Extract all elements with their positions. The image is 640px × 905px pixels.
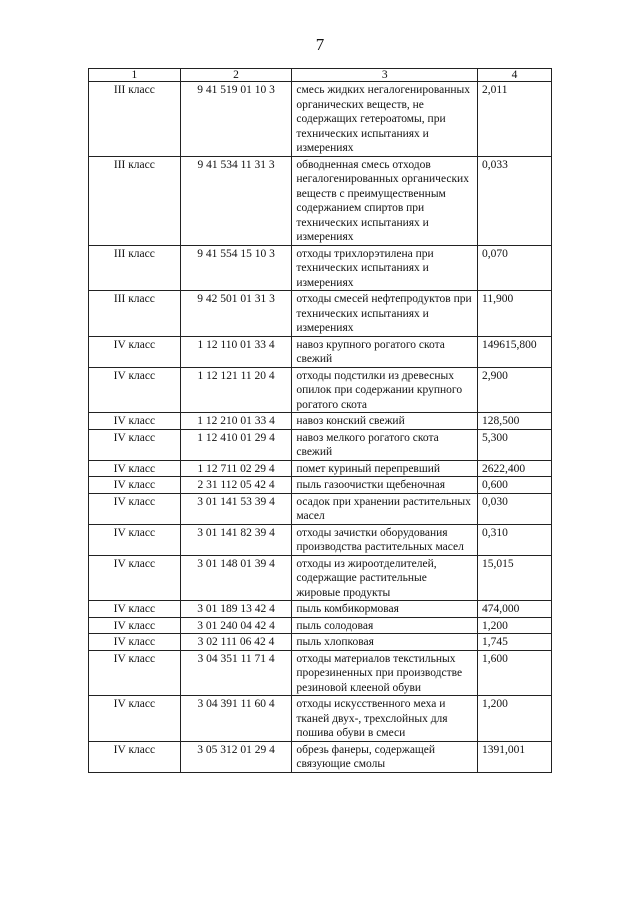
hazard-class-cell: IV класс — [89, 634, 181, 651]
amount-cell: 0,600 — [478, 477, 552, 494]
waste-code-cell: 1 12 121 11 20 4 — [180, 367, 292, 413]
waste-code-cell: 9 41 554 15 10 3 — [180, 245, 292, 291]
table-row — [89, 291, 552, 337]
amount-cell: 11,900 — [478, 291, 552, 337]
column-header-2: 2 — [180, 69, 292, 82]
waste-code-cell: 2 31 112 05 42 4 — [180, 477, 292, 494]
amount-cell: 0,033 — [478, 156, 552, 245]
waste-table — [88, 68, 552, 773]
column-header-3: 3 — [292, 69, 478, 82]
waste-code-cell: 3 02 111 06 42 4 — [180, 634, 292, 651]
hazard-class-cell: III класс — [89, 82, 181, 157]
waste-code-cell: 1 12 110 01 33 4 — [180, 336, 292, 367]
waste-code-cell: 9 41 519 01 10 3 — [180, 82, 292, 157]
waste-name-cell: отходы искусственного меха и тканей двух-, трехслойных для пошива обуви в смеси — [292, 696, 478, 742]
amount-cell: 0,310 — [478, 524, 552, 555]
waste-name-cell: помет куриный перепревший — [292, 460, 478, 477]
waste-code-cell: 1 12 210 01 33 4 — [180, 413, 292, 430]
hazard-class-cell: IV класс — [89, 460, 181, 477]
amount-cell: 474,000 — [478, 601, 552, 618]
hazard-class-cell: IV класс — [89, 429, 181, 460]
hazard-class-cell: IV класс — [89, 336, 181, 367]
table-row — [89, 524, 552, 555]
waste-name-cell: отходы подстилки из древесных опилок при содержании крупного рогатого скота — [292, 367, 478, 413]
hazard-class-cell: IV класс — [89, 477, 181, 494]
waste-code-cell: 3 01 141 53 39 4 — [180, 493, 292, 524]
waste-name-cell: отходы материалов текстильных прорезиненных при производстве резиновой клееной обуви — [292, 650, 478, 696]
amount-cell: 149615,800 — [478, 336, 552, 367]
waste-name-cell: осадок при хранении растительных масел — [292, 493, 478, 524]
hazard-class-cell: IV класс — [89, 413, 181, 430]
table-row — [89, 367, 552, 413]
amount-cell: 2,011 — [478, 82, 552, 157]
waste-code-cell: 9 42 501 01 31 3 — [180, 291, 292, 337]
amount-cell: 5,300 — [478, 429, 552, 460]
table-row — [89, 245, 552, 291]
amount-cell: 128,500 — [478, 413, 552, 430]
waste-name-cell: пыль газоочистки щебеночная — [292, 477, 478, 494]
waste-name-cell: обводненная смесь отходов негалогенированных органических веществ с преимущественным содержанием спиртов при технических испытаниях и измерениях — [292, 156, 478, 245]
table-row — [89, 429, 552, 460]
amount-cell: 2622,400 — [478, 460, 552, 477]
amount-cell: 1,745 — [478, 634, 552, 651]
waste-code-cell: 3 04 391 11 60 4 — [180, 696, 292, 742]
waste-name-cell: отходы зачистки оборудования производства растительных масел — [292, 524, 478, 555]
waste-name-cell: навоз крупного рогатого скота свежий — [292, 336, 478, 367]
hazard-class-cell: IV класс — [89, 555, 181, 601]
amount-cell: 0,070 — [478, 245, 552, 291]
table-row — [89, 650, 552, 696]
waste-code-cell: 1 12 711 02 29 4 — [180, 460, 292, 477]
table-row — [89, 741, 552, 772]
hazard-class-cell: IV класс — [89, 524, 181, 555]
hazard-class-cell: III класс — [89, 291, 181, 337]
hazard-class-cell: IV класс — [89, 696, 181, 742]
amount-cell: 1,200 — [478, 696, 552, 742]
table-row — [89, 493, 552, 524]
hazard-class-cell: III класс — [89, 156, 181, 245]
table-row — [89, 696, 552, 742]
waste-code-cell: 3 01 189 13 42 4 — [180, 601, 292, 618]
waste-name-cell: отходы из жироотделителей, содержащие растительные жировые продукты — [292, 555, 478, 601]
waste-code-cell: 3 01 148 01 39 4 — [180, 555, 292, 601]
amount-cell: 1,600 — [478, 650, 552, 696]
hazard-class-cell: IV класс — [89, 493, 181, 524]
table-row — [89, 601, 552, 618]
waste-name-cell: пыль солодовая — [292, 617, 478, 634]
table-row — [89, 634, 552, 651]
waste-code-cell: 9 41 534 11 31 3 — [180, 156, 292, 245]
waste-name-cell: смесь жидких негалогенированных органических веществ, не содержащих гетероатомы, при технических испытаниях и измерениях — [292, 82, 478, 157]
table-row — [89, 336, 552, 367]
table-row — [89, 477, 552, 494]
waste-name-cell: навоз мелкого рогатого скота свежий — [292, 429, 478, 460]
waste-name-cell: отходы смесей нефтепродуктов при технических испытаниях и измерениях — [292, 291, 478, 337]
amount-cell: 1391,001 — [478, 741, 552, 772]
hazard-class-cell: IV класс — [89, 367, 181, 413]
hazard-class-cell: IV класс — [89, 617, 181, 634]
waste-code-cell: 3 05 312 01 29 4 — [180, 741, 292, 772]
table-row — [89, 460, 552, 477]
amount-cell: 15,015 — [478, 555, 552, 601]
amount-cell: 2,900 — [478, 367, 552, 413]
column-header-4: 4 — [478, 69, 552, 82]
table-row — [89, 555, 552, 601]
waste-name-cell: пыль комбикормовая — [292, 601, 478, 618]
hazard-class-cell: IV класс — [89, 601, 181, 618]
column-header-1: 1 — [89, 69, 181, 82]
hazard-class-cell: IV класс — [89, 741, 181, 772]
hazard-class-cell: III класс — [89, 245, 181, 291]
header-row — [89, 69, 552, 82]
table-row — [89, 156, 552, 245]
waste-name-cell: обрезь фанеры, содержащей связующие смолы — [292, 741, 478, 772]
table-row — [89, 617, 552, 634]
waste-code-cell: 3 04 351 11 71 4 — [180, 650, 292, 696]
table-row — [89, 82, 552, 157]
waste-code-cell: 3 01 240 04 42 4 — [180, 617, 292, 634]
page-number: 7 — [315, 35, 325, 54]
waste-name-cell: навоз конский свежий — [292, 413, 478, 430]
waste-name-cell: пыль хлопковая — [292, 634, 478, 651]
waste-code-cell: 1 12 410 01 29 4 — [180, 429, 292, 460]
amount-cell: 0,030 — [478, 493, 552, 524]
table-row — [89, 413, 552, 430]
hazard-class-cell: IV класс — [89, 650, 181, 696]
waste-name-cell: отходы трихлорэтилена при технических испытаниях и измерениях — [292, 245, 478, 291]
waste-code-cell: 3 01 141 82 39 4 — [180, 524, 292, 555]
amount-cell: 1,200 — [478, 617, 552, 634]
